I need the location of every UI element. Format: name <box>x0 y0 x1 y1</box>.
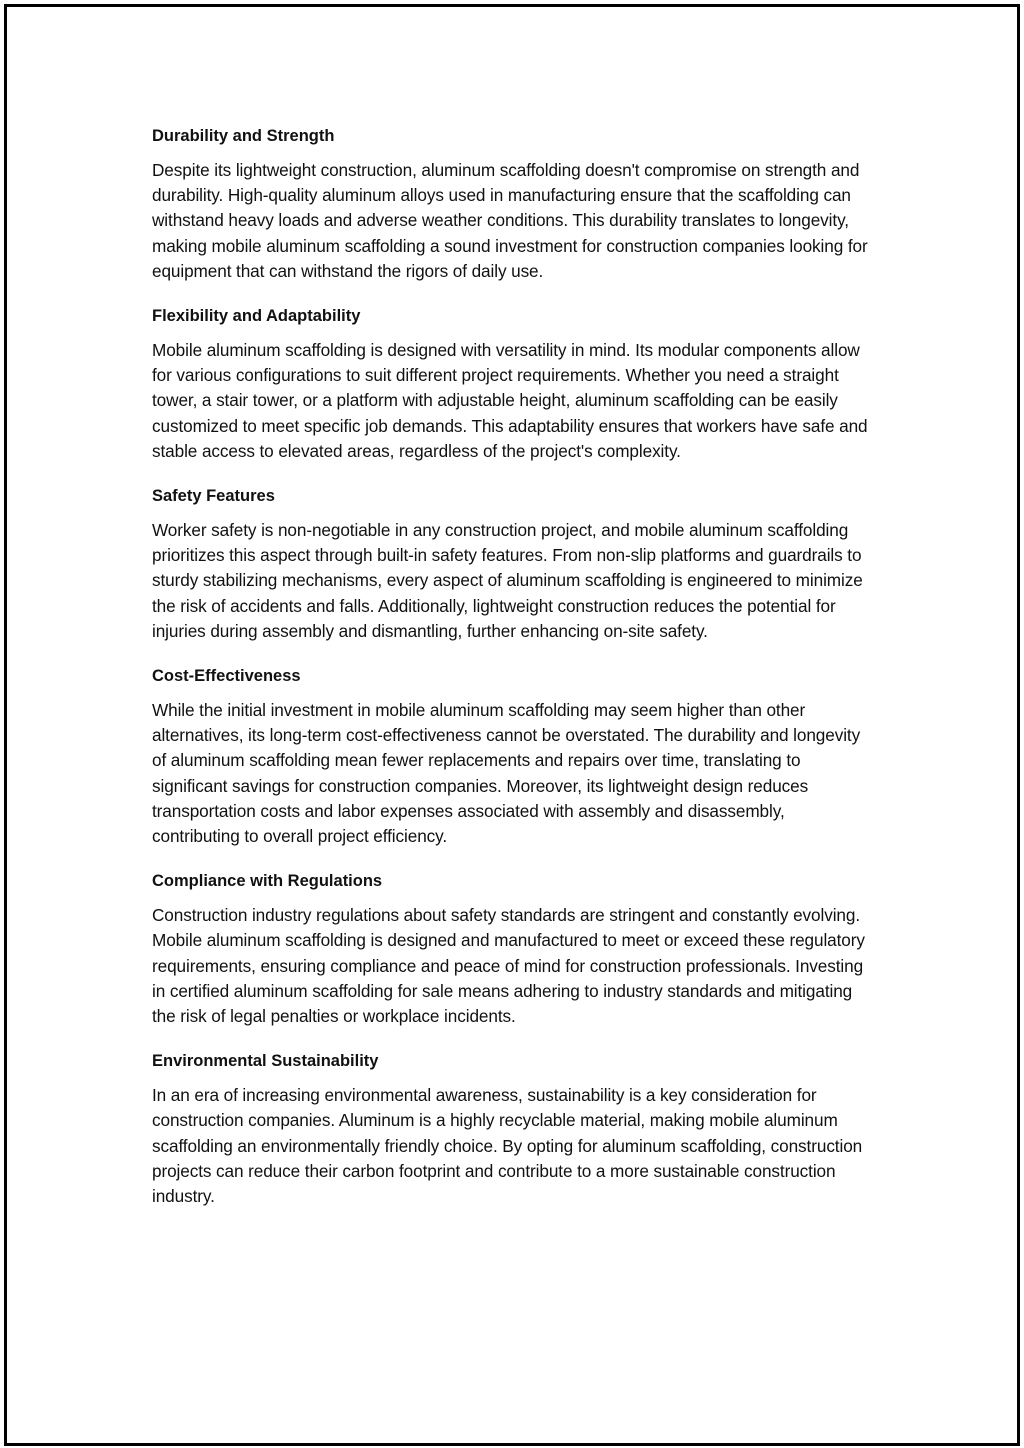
section-flexibility-and-adaptability <box>152 304 872 464</box>
section-heading: Cost-Effectiveness <box>152 667 301 686</box>
section-safety-features <box>152 484 872 644</box>
section-heading: Environmental Sustainability <box>152 1052 379 1071</box>
section-paragraph: Despite its lightweight construction, aluminum scaffolding doesn't compromise on strength and durability. High-quality aluminum alloys used in manufacturing ensure that the scaffolding can withstand heavy loads and adverse weather conditions. This durability translates to longevity, making mobile aluminum scaffolding a sound investment for construction companies looking for equipment that can withstand the rigors of daily use. <box>152 160 868 281</box>
section-paragraph: Mobile aluminum scaffolding is designed with versatility in mind. Its modular components allow for various configurations to suit different project requirements. Whether you need a straight tower, a stair tower, or a platform with adjustable height, aluminum scaffolding can be easily customized to meet specific job demands. This adaptability ensures that workers have safe and stable access to elevated areas, regardless of the project's complexity. <box>152 340 868 461</box>
section-paragraph: In an era of increasing environmental awareness, sustainability is a key consideration for construction companies. Aluminum is a highly recyclable material, making mobile aluminum scaffolding an environmentally friendly choice. By opting for aluminum scaffolding, construction projects can reduce their carbon footprint and contribute to a more sustainable construction industry. <box>152 1085 863 1207</box>
section-paragraph: Construction industry regulations about safety standards are stringent and constantly evolving. Mobile aluminum scaffolding is designed and manufactured to meet or exceed these regulatory requirements, ensuring compliance and peace of mind for construction professionals. Investing in certified aluminum scaffolding for sale means adhering to industry standards and mitigating the risk of legal penalties or workplace incidents. <box>152 905 865 1027</box>
section-compliance-with-regulations <box>152 869 872 1029</box>
document-body <box>152 124 872 1229</box>
section-durability-and-strength <box>152 124 872 284</box>
section-cost-effectiveness <box>152 664 872 849</box>
section-heading: Durability and Strength <box>152 127 335 145</box>
section-paragraph: While the initial investment in mobile aluminum scaffolding may seem higher than other alternatives, its long-term cost-effectiveness cannot be overstated. The durability and longevity of aluminum scaffolding mean fewer replacements and repairs over time, translating to significant savings for construction companies. Moreover, its lightweight design reduces transportation costs and labor expenses associated with assembly and disassembly, contributing to overall project efficiency. <box>152 700 861 847</box>
section-paragraph: Worker safety is non-negotiable in any construction project, and mobile aluminum scaffolding prioritizes this aspect through built-in safety features. From non-slip platforms and guardrails to sturdy stabilizing mechanisms, every aspect of aluminum scaffolding is engineered to minimize the risk of accidents and falls. Additionally, lightweight construction reduces the potential for injuries during assembly and dismantling, further enhancing on-site safety. <box>152 520 863 641</box>
section-heading: Compliance with Regulations <box>152 872 383 891</box>
section-heading: Safety Features <box>152 487 275 506</box>
section-heading: Flexibility and Adaptability <box>152 307 361 326</box>
section-environmental-sustainability <box>152 1049 872 1209</box>
